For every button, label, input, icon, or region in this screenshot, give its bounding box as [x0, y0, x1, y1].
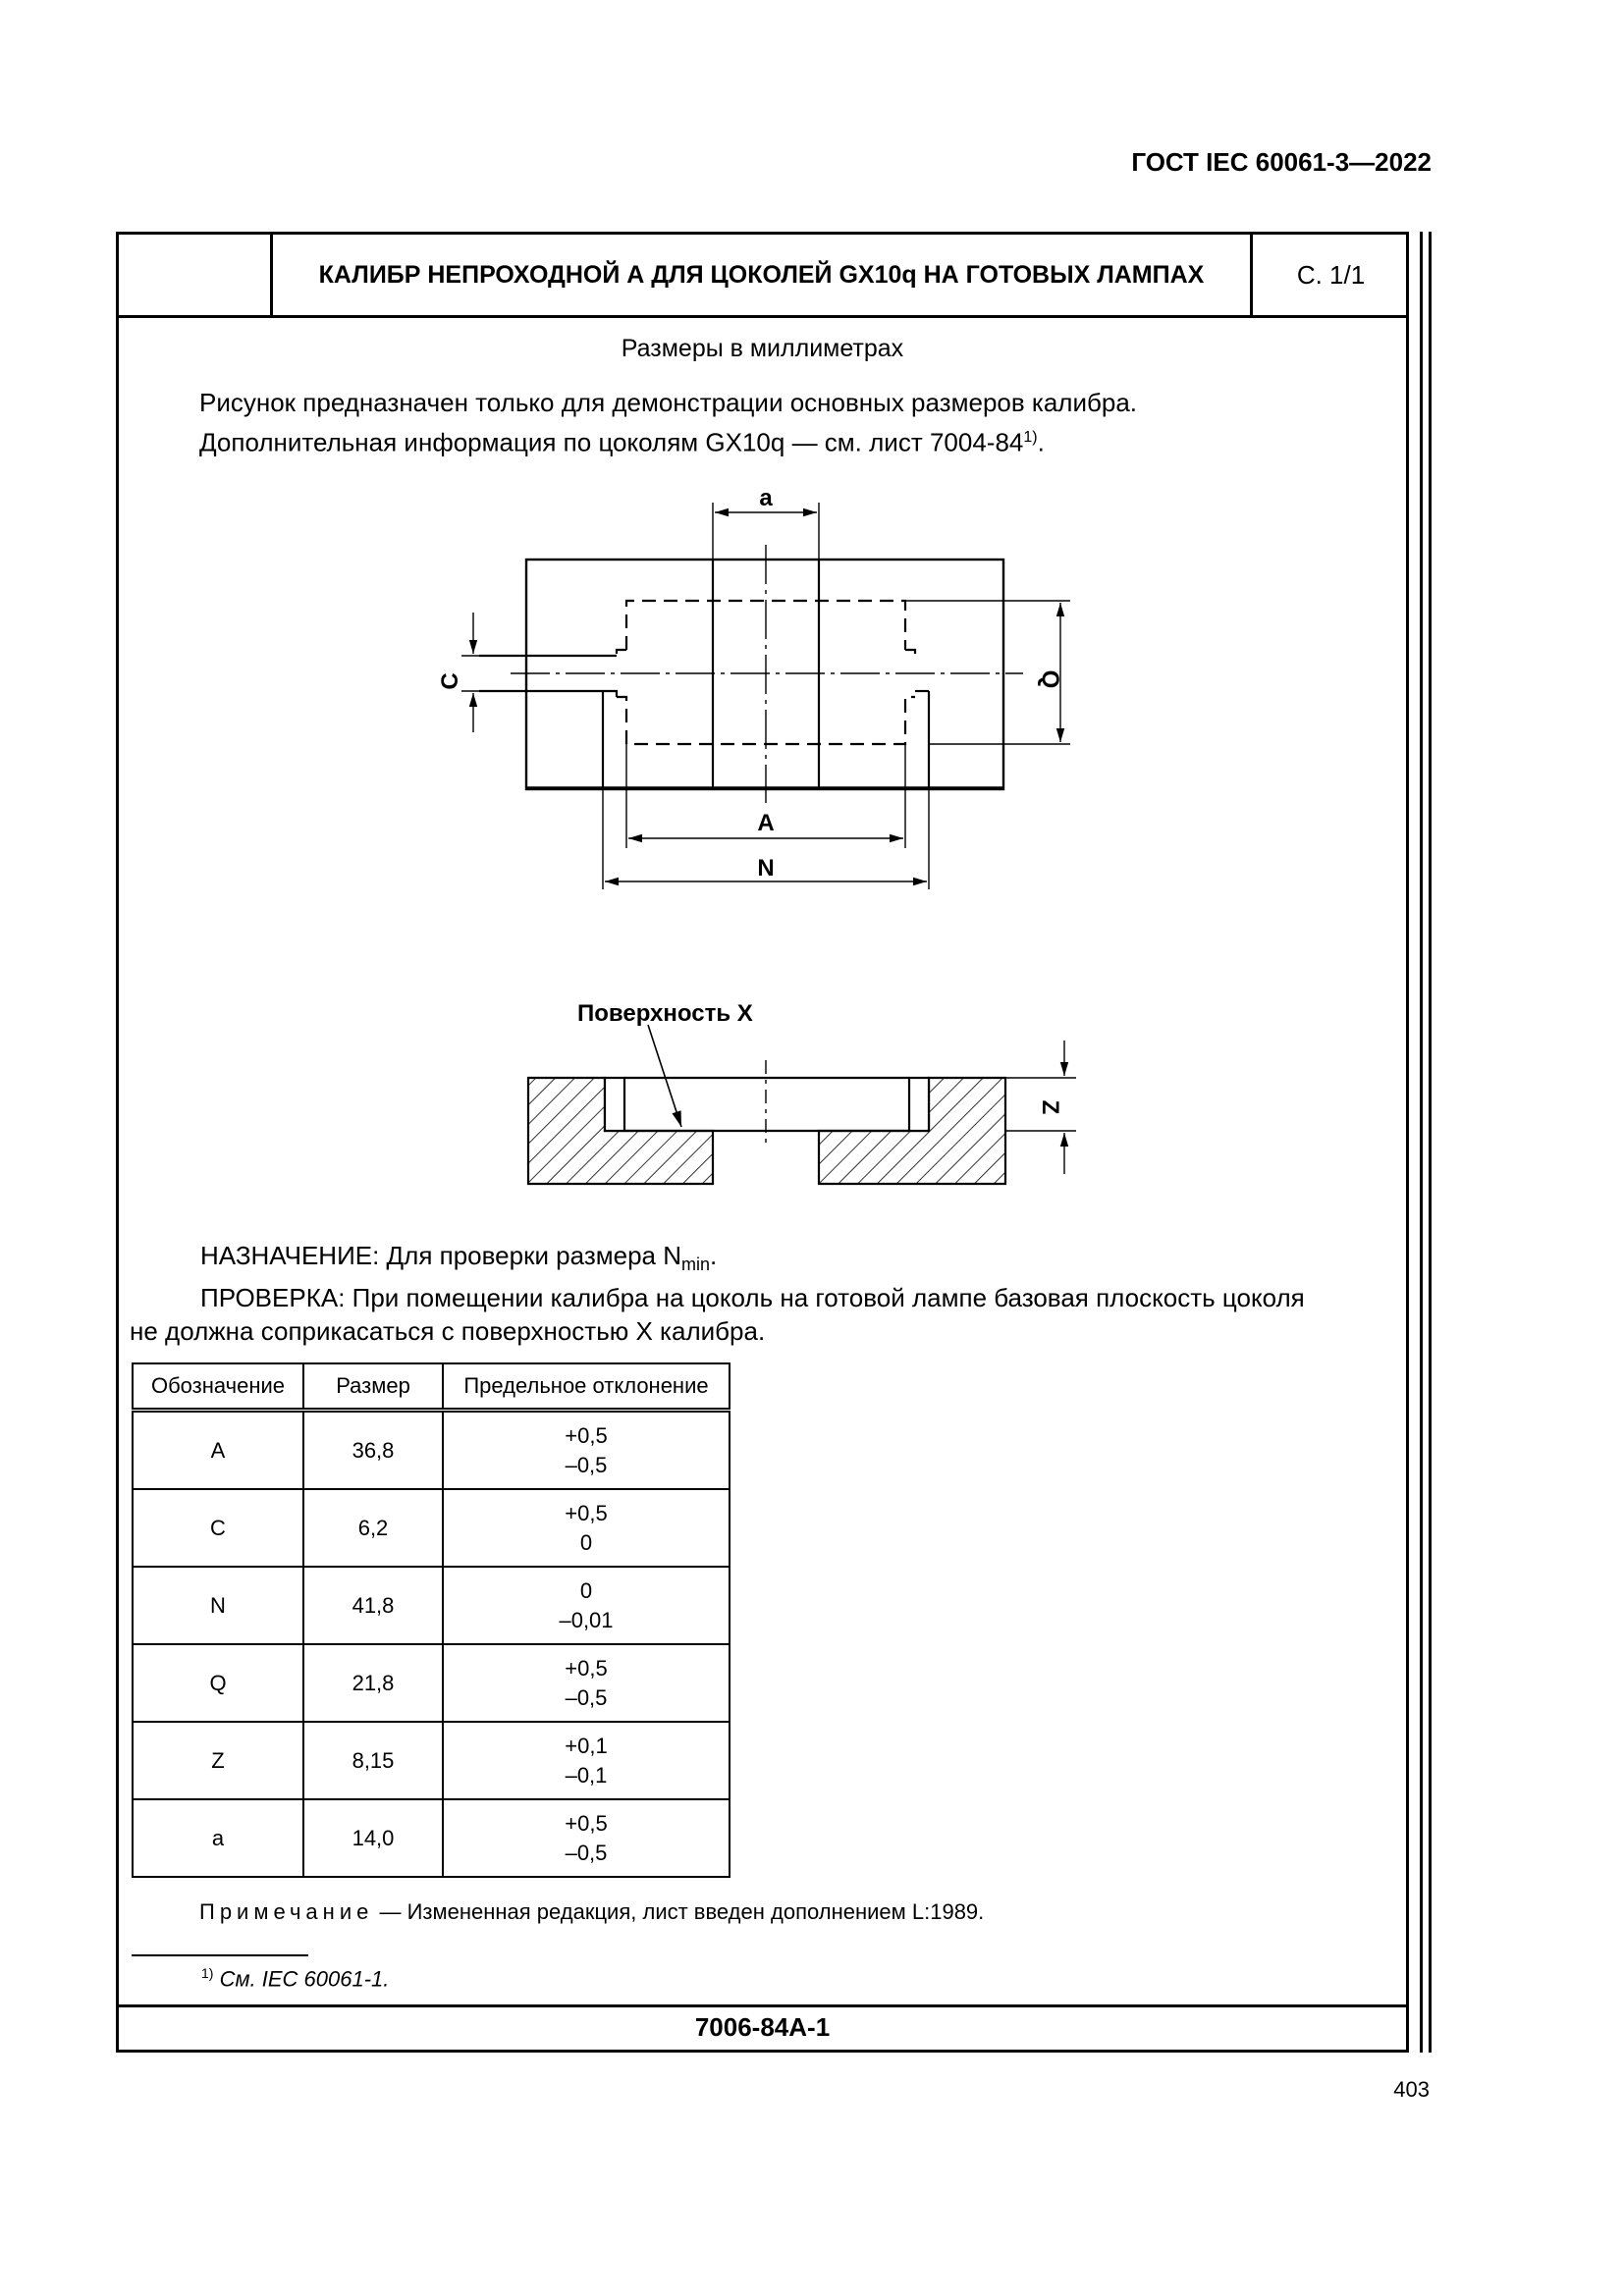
- check-line-1: ПРОВЕРКА: При помещении калибра на цоколь на готовой лампе базовая плоскость цоколя: [200, 1283, 1305, 1313]
- cell-designation: Q: [133, 1644, 303, 1722]
- cell-designation: A: [133, 1411, 303, 1490]
- cell-size: 14,0: [303, 1799, 443, 1877]
- cell-tolerance: +0,5 –0,5: [443, 1644, 730, 1722]
- dim-label-a-upper: A: [757, 810, 775, 836]
- cell-size: 6,2: [303, 1489, 443, 1567]
- header-size: Размер: [303, 1363, 443, 1411]
- cell-tolerance: +0,1 –0,1: [443, 1722, 730, 1799]
- dim-label-n: N: [757, 855, 775, 881]
- surface-x-label: Поверхность X: [577, 1000, 753, 1027]
- intro-line-2: Дополнительная информация по цоколям GX10q — см. лист 7004-84$^{1)}$.: [199, 427, 1045, 457]
- intro-line-1: Рисунок предназначен только для демонстрации основных размеров калибра.: [199, 388, 1138, 417]
- footnote: $^{1)}$ См. IEC 60061-1.: [201, 1965, 390, 1992]
- note-prefix: Примечание: [199, 1899, 374, 1924]
- header-tolerance: Предельное отклонение: [443, 1363, 730, 1411]
- section-view: [528, 1025, 1076, 1184]
- cell-tolerance: +0,5 –0,5: [443, 1799, 730, 1877]
- cell-tolerance: 0 –0,01: [443, 1567, 730, 1644]
- note-text: — Измененная редакция, лист введен дополнением L:1989.: [373, 1899, 985, 1924]
- cell-designation: Z: [133, 1722, 303, 1799]
- table-row: [133, 1411, 730, 1490]
- cell-size: 21,8: [303, 1644, 443, 1722]
- cell-size: 8,15: [303, 1722, 443, 1799]
- gauge-outline: [526, 560, 1003, 789]
- check-line-2: не должна соприкасаться с поверхностью X калибра.: [130, 1316, 766, 1347]
- footer-divider: [116, 2004, 1409, 2007]
- cell-designation: C: [133, 1489, 303, 1567]
- page-number: 403: [1393, 2077, 1430, 2102]
- sheet-title: КАЛИБР НЕПРОХОДНОЙ А ДЛЯ ЦОКОЛЕЙ GX10q НА ГОТОВЫХ ЛАМПАХ: [273, 232, 1253, 318]
- cell-size: 36,8: [303, 1411, 443, 1490]
- cell-size: 41,8: [303, 1567, 443, 1644]
- cell-tolerance: +0,5 –0,5: [443, 1411, 730, 1490]
- cell-tolerance: +0,5 0: [443, 1489, 730, 1567]
- cell-designation: N: [133, 1567, 303, 1644]
- dim-label-a: a: [759, 485, 773, 511]
- purpose-line-1: НАЗНАЧЕНИЕ: Для проверки размера $N_{min}$.: [200, 1241, 718, 1275]
- units-note: Размеры в миллиметрах: [621, 335, 904, 362]
- dim-label-q: Q: [1037, 669, 1063, 689]
- table-row: [133, 1567, 730, 1644]
- table-row: [133, 1799, 730, 1877]
- table-header-row: [133, 1363, 730, 1411]
- standard-number: ГОСТ IEC 60061-3—2022: [1131, 147, 1432, 177]
- note: [199, 1899, 984, 1925]
- sheet-code: 7006-84A-1: [694, 2012, 831, 2042]
- dim-label-c: C: [437, 672, 463, 690]
- purpose-text: [130, 1239, 1396, 1348]
- footnote-rule: [132, 1954, 308, 1956]
- table-row: [133, 1489, 730, 1567]
- table-row: [133, 1722, 730, 1799]
- footnote-marker: 1): [1023, 429, 1038, 446]
- sheet-reference: С. 1/1: [1296, 259, 1366, 290]
- table-row: [133, 1644, 730, 1722]
- header-designation: Обозначение: [133, 1363, 303, 1411]
- cell-designation: a: [133, 1799, 303, 1877]
- dim-label-z: Z: [1037, 1099, 1063, 1115]
- dimensions-table: [132, 1362, 730, 1878]
